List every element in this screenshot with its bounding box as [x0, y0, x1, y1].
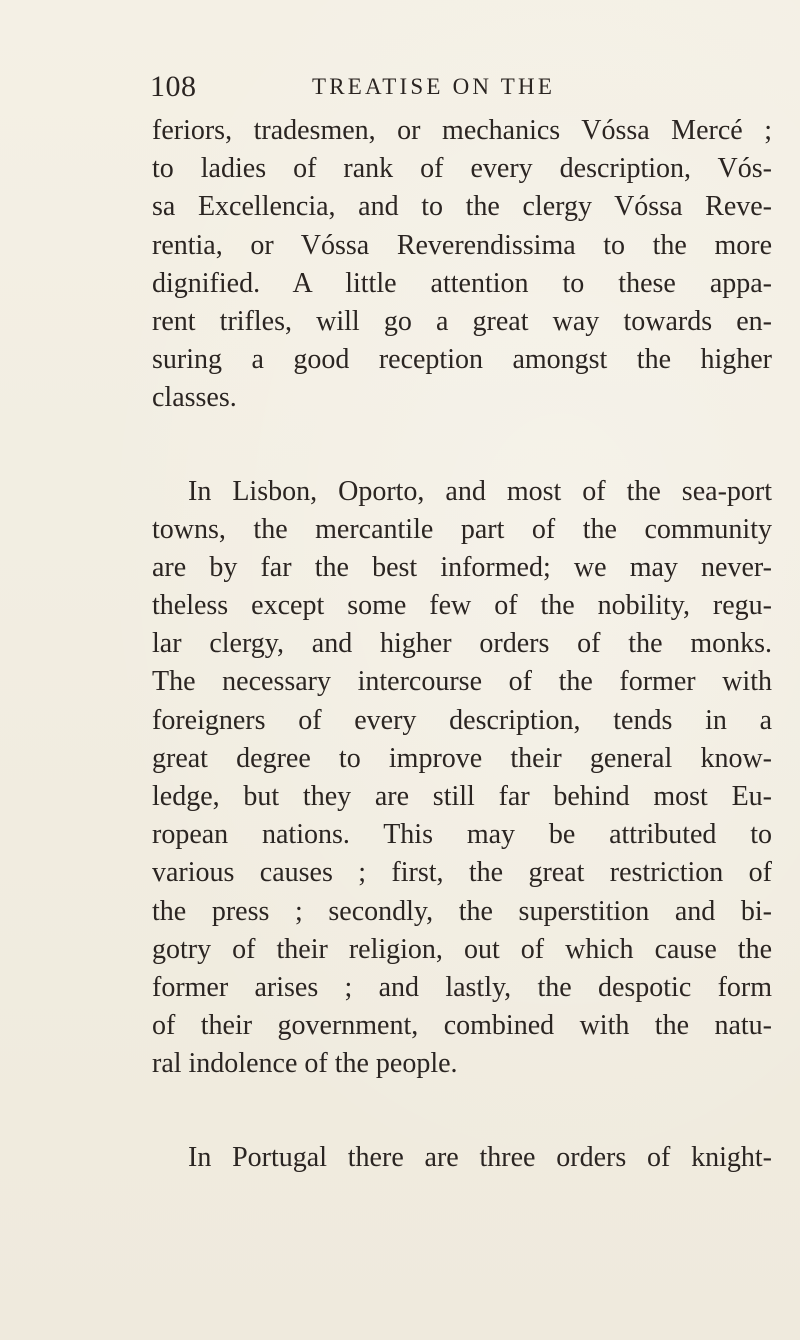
text-line: The necessary intercourse of the former with	[152, 666, 772, 698]
paragraph-gap	[152, 1084, 772, 1139]
running-header	[0, 64, 800, 110]
text-line: to ladies of rank of every description, Vós-	[152, 153, 772, 185]
text-line: former arises ; and lastly, the despotic form	[152, 971, 772, 1003]
text-line: ropean nations. This may be attributed to	[152, 819, 772, 851]
text-line: rent trifles, will go a great way towards en-	[152, 305, 772, 337]
text-line: suring a good reception amongst the higher	[152, 344, 772, 376]
text-line: In Lisbon, Oporto, and most of the sea-port	[188, 475, 772, 507]
text-line: gotry of their religion, out of which cause the	[152, 933, 772, 965]
running-title: TREATISE ON THE	[312, 74, 556, 99]
text-line: dignified. A little attention to these appa-	[152, 267, 772, 299]
paragraph-gap	[152, 418, 772, 473]
text-line: great degree to improve their general know-	[152, 742, 772, 774]
paragraph-2	[152, 473, 772, 1084]
paragraph-3	[152, 1139, 772, 1177]
paragraph-1	[152, 112, 772, 418]
text-line: classes.	[152, 382, 237, 414]
text-line: the press ; secondly, the superstition and bi-	[152, 895, 772, 927]
text-line: ledge, but they are still far behind most Eu-	[152, 781, 772, 812]
page-number: 108	[150, 70, 197, 103]
text-line: theless except some few of the nobility, regu-	[152, 590, 772, 622]
text-line: of their government, combined with the natu-	[152, 1010, 772, 1042]
text-line: In Portugal there are three orders of knight-	[188, 1141, 772, 1173]
text-line: sa Excellencia, and to the clergy Vóssa Reve-	[152, 191, 772, 223]
text-line: rentia, or Vóssa Reverendissima to the more	[152, 229, 772, 261]
text-line: are by far the best informed; we may never-	[152, 551, 772, 583]
text-line: feriors, tradesmen, or mechanics Vóssa Mercé ;	[152, 115, 772, 146]
body-text	[152, 112, 772, 1177]
text-line: foreigners of every description, tends in a	[152, 704, 772, 736]
text-line: ral indolence of the people.	[152, 1048, 458, 1080]
text-line: various causes ; first, the great restriction of	[152, 857, 772, 889]
text-line: towns, the mercantile part of the community	[152, 513, 772, 545]
text-line: lar clergy, and higher orders of the monks.	[152, 628, 772, 660]
